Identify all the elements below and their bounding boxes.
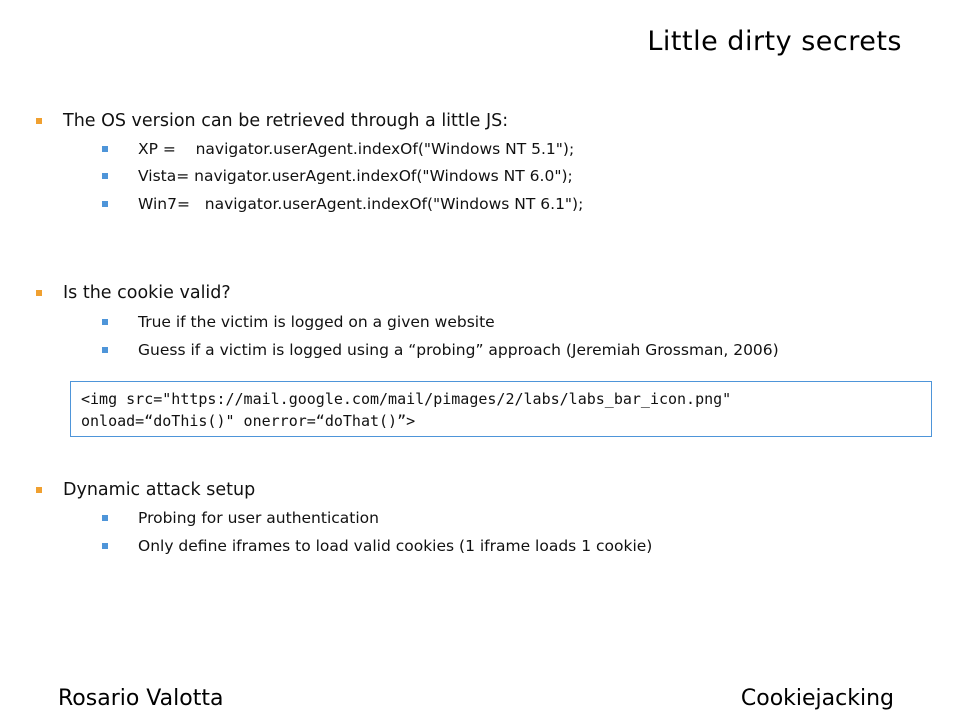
slide-title: Little dirty secrets [647,26,902,57]
sub-bullet-iframes [102,537,652,555]
code-line: <img src="https://mail.google.com/mail/pimages/2/labs/labs_bar_icon.png" [81,390,732,408]
bullet-cookie-valid [36,283,231,303]
sub-bullet-text: Guess if a victim is logged using a “probing” approach (Jeremiah Grossman, 2006) [138,341,779,359]
bullet-text: The OS version can be retrieved through a little JS: [63,111,509,131]
code-snippet [70,381,932,437]
sub-bullet-text: Vista= navigator.userAgent.indexOf("Windows NT 6.0"); [138,167,573,185]
code-line: onload=“doThis()" onerror=“doThat()”> [81,412,416,430]
bullet-icon [102,201,108,207]
bullet-icon [36,290,42,296]
sub-bullet-text: Only define iframes to load valid cookies (1 iframe loads 1 cookie) [138,537,653,555]
bullet-icon [36,487,42,493]
bullet-text: Is the cookie valid? [63,283,231,303]
bullet-icon [36,118,42,124]
sub-bullet-probing [102,341,779,359]
bullet-dynamic-attack [36,480,255,500]
sub-bullet-text: Win7= navigator.userAgent.indexOf("Windows NT 6.1"); [138,195,584,213]
sub-bullet-text: True if the victim is logged on a given website [138,313,495,331]
bullet-icon [102,173,108,179]
sub-bullet-win7 [102,195,583,213]
sub-bullet-vista [102,167,573,185]
footer-author: Rosario Valotta [58,686,224,711]
sub-bullet-text: Probing for user authentication [138,509,379,527]
bullet-icon [102,515,108,521]
bullet-icon [102,319,108,325]
sub-bullet-text: XP = navigator.userAgent.indexOf("Windows NT 5.1"); [138,140,575,158]
sub-bullet-probing-auth [102,509,379,527]
bullet-icon [102,146,108,152]
sub-bullet-xp [102,140,574,158]
bullet-icon [102,347,108,353]
sub-bullet-true-if-logged [102,313,495,331]
footer-topic: Cookiejacking [740,686,894,711]
bullet-text: Dynamic attack setup [63,480,256,500]
bullet-os-version [36,111,508,131]
bullet-icon [102,543,108,549]
